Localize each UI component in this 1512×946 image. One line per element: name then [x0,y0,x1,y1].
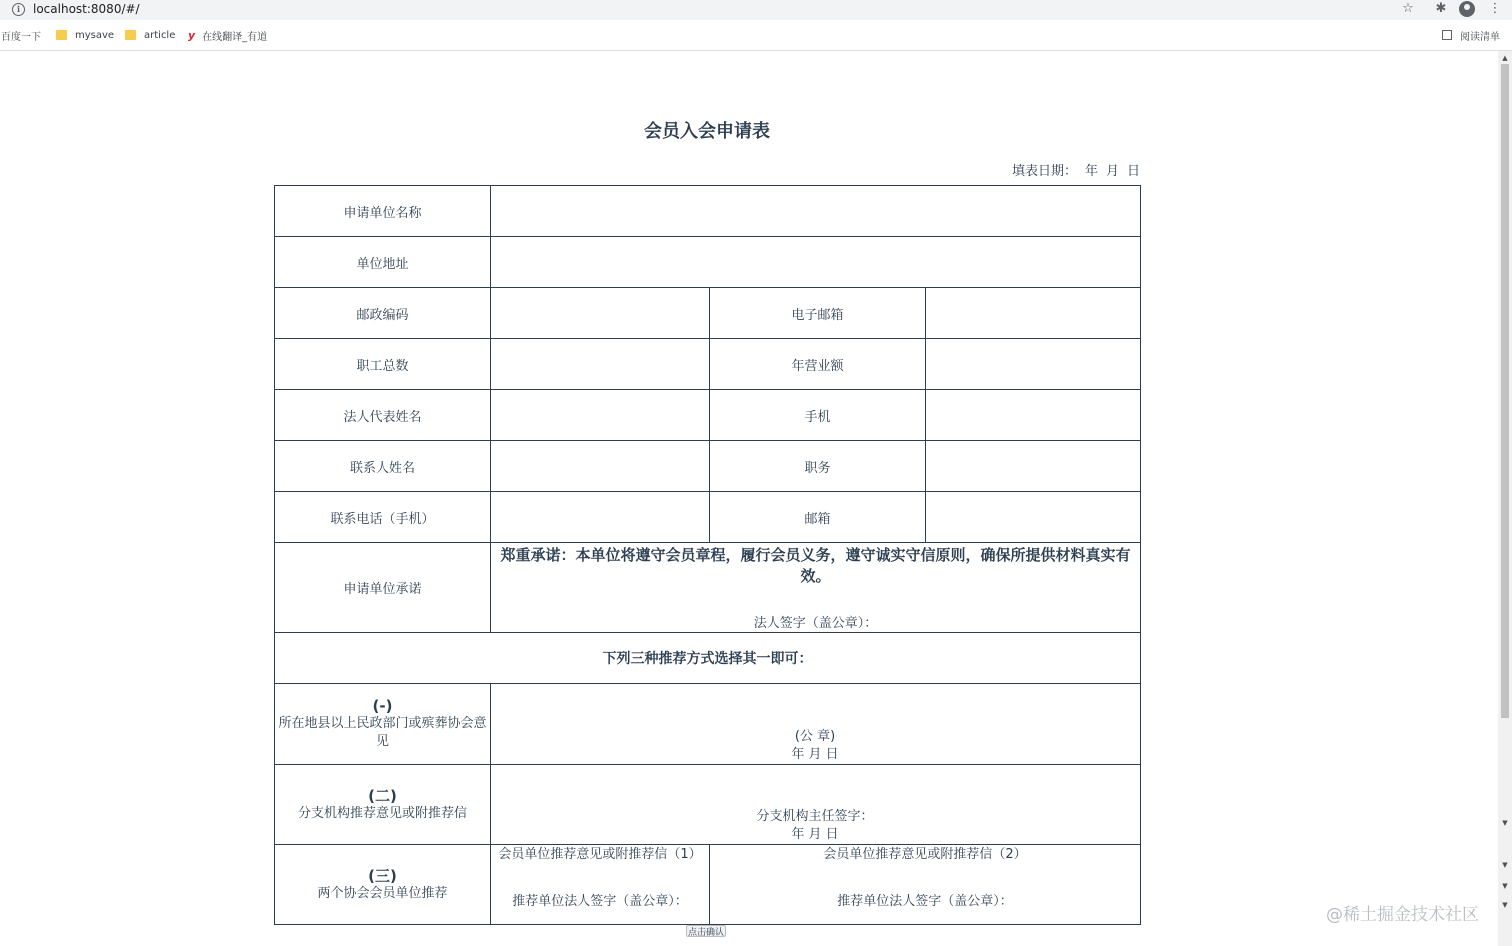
reading-list-icon [1442,30,1452,40]
legal-signature-label: 法人签字（盖公章）： [753,616,878,631]
label-position: 职务 [710,441,926,492]
bookmark-label: mysave [75,29,115,41]
member-letter-2-label: 会员单位推荐意见或附推荐信（2） [823,847,1027,862]
contact-phone-field[interactable] [491,492,710,543]
fill-date [1012,160,1140,179]
label-staff-total: 职工总数 [275,339,491,390]
recommend-label: 分支机构推荐意见或附推荐信 [297,805,467,821]
browser-address-bar [0,0,1512,20]
position-field[interactable] [926,441,1141,492]
seal-block [707,728,923,764]
member-letter-1-field[interactable] [491,845,710,925]
date-day: 日 [1127,164,1141,179]
reading-list-label: 阅读清单 [1460,31,1500,43]
branch-opinion-field[interactable] [491,765,1141,845]
label-annual-revenue: 年营业额 [710,339,926,390]
extensions-icon[interactable]: ✱ [1435,1,1447,16]
confirm-button[interactable]: 点击确认 [688,927,725,937]
scroll-up-icon[interactable]: ▲ [1502,54,1508,62]
mobile-field[interactable] [926,390,1141,441]
contact-name-field[interactable] [491,441,710,492]
scroll-down-icon[interactable]: ▼ [1502,819,1508,827]
staff-total-field[interactable] [491,339,710,390]
seal-text: (公 章) [794,729,836,744]
email-field[interactable] [926,288,1141,339]
label-address: 单位地址 [275,237,491,288]
reading-list-button[interactable] [1442,28,1500,42]
watermark: @稀土掘金技术社区 [1326,905,1479,925]
recommend-label: 两个协会会员单位推荐 [317,885,448,901]
fill-date-label: 填表日期： [1012,164,1078,179]
scroll-thumb[interactable] [1501,64,1509,718]
bookmark-article[interactable] [125,28,175,42]
address-field[interactable] [491,237,1141,288]
label-contact-name: 联系人姓名 [275,441,491,492]
annual-revenue-field[interactable] [926,339,1141,390]
label-legal-rep: 法人代表姓名 [275,390,491,441]
recommend-option-1 [275,684,491,765]
bookmark-youdao[interactable] [188,28,267,42]
branch-date: 年 月 日 [791,827,839,842]
recommend-option-3 [275,845,491,925]
page-scrollbar[interactable] [1498,51,1512,946]
bookmark-baidu[interactable] [1,28,41,42]
branch-signature-block [707,808,923,844]
commitment-cell [491,543,1141,633]
member-letter-1-label: 会员单位推荐意见或附推荐信（1） [498,847,702,862]
label-commitment: 申请单位承诺 [275,543,491,633]
folder-icon [56,30,67,40]
application-form-table [274,185,1141,925]
bookmark-label: 在线翻译_有道 [202,31,268,43]
profile-avatar-icon[interactable] [1459,1,1475,17]
recommend-number: (二) [368,786,397,805]
civil-affairs-opinion-field[interactable] [491,684,1141,765]
label-contact-phone: 联系电话（手机） [275,492,491,543]
recommend-header: 下列三种推荐方式选择其一即可： [275,633,1141,684]
recommender-signature-2: 推荐单位法人签字（盖公章）： [837,894,1013,909]
date-year: 年 [1085,164,1099,179]
label-unit-name: 申请单位名称 [275,186,491,237]
branch-signature-label: 分支机构主任签字： [756,809,874,824]
recommender-signature-1: 推荐单位法人签字（盖公章）： [512,894,688,909]
recommend-number: (-) [372,697,393,715]
bookmark-label: article [144,29,176,41]
seal-date: 年 月 日 [791,747,839,762]
label-postal-code: 邮政编码 [275,288,491,339]
legal-rep-field[interactable] [491,390,710,441]
label-email: 电子邮箱 [710,288,926,339]
recommend-number: (三) [368,866,397,885]
bookmark-mysave[interactable] [56,28,114,42]
postal-code-field[interactable] [491,288,710,339]
bookmarks-bar [0,20,1512,51]
page-title: 会员入会申请表 [644,121,770,142]
browser-menu-icon[interactable]: ⋮ [1488,1,1502,16]
unit-name-field[interactable] [491,186,1141,237]
label-mobile: 手机 [710,390,926,441]
folder-icon [125,30,136,40]
date-month: 月 [1106,164,1120,179]
bookmark-star-icon[interactable]: ☆ [1402,1,1414,16]
recommend-option-2 [275,765,491,845]
scroll-down-icon[interactable]: ▼ [1502,861,1508,869]
omnibox[interactable] [6,0,1424,18]
commitment-text: 郑重承诺：本单位将遵守会员章程，履行会员义务，遵守诚实守信原则，确保所提供材料真实有效。 [500,546,1131,585]
mailbox-field[interactable] [926,492,1141,543]
scroll-down-icon[interactable]: ▼ [1502,901,1508,909]
recommend-label: 所在地县以上民政部门或殡葬协会意见 [278,716,487,749]
bookmark-label: 百度一下 [1,31,41,43]
label-mailbox: 邮箱 [710,492,926,543]
member-letter-2-field[interactable] [710,845,1141,925]
site-info-icon[interactable]: i [12,3,25,16]
scroll-down-icon[interactable]: ▼ [1502,882,1508,890]
url-text[interactable]: localhost:8080/#/ [33,2,140,16]
youdao-icon: y [188,28,196,42]
